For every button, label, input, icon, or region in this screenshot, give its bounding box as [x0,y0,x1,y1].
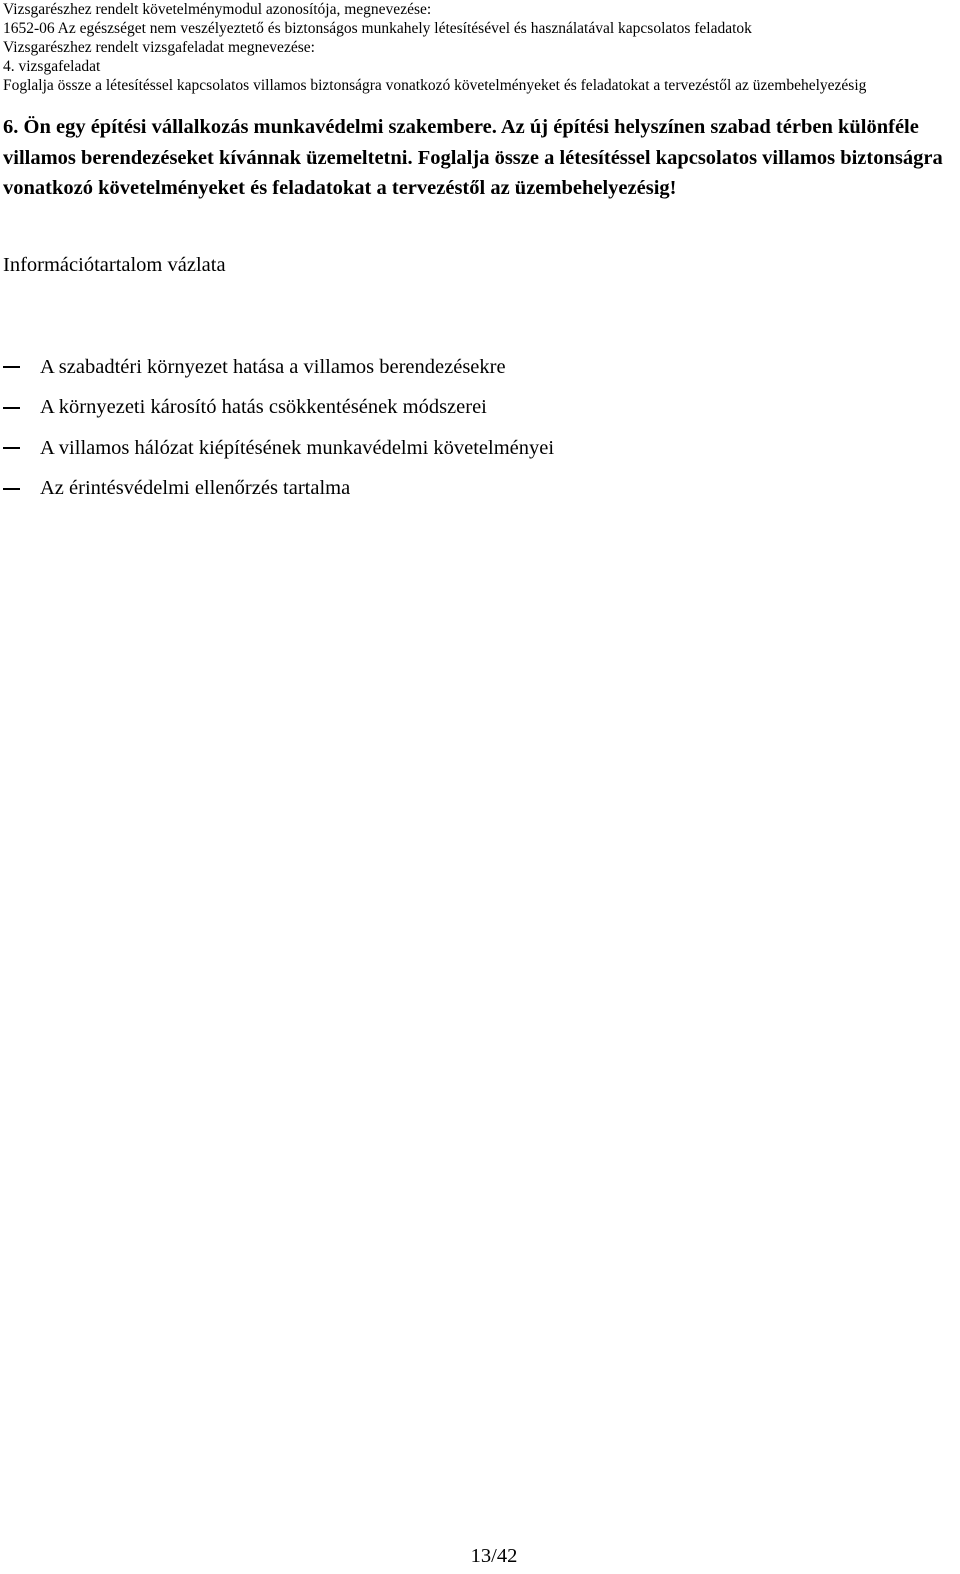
dash-bullet-icon [3,407,20,409]
page-number: 13/42 [470,1545,518,1567]
list-item-text: A szabadtéri környezet hatása a villamos berendezésekre [40,355,506,378]
list-item [3,428,943,469]
info-outline-list [3,347,943,509]
info-outline-title: Információtartalom vázlata [3,254,226,276]
list-item-text: A villamos hálózat kiépítésének munkavédelmi követelményei [40,436,555,459]
header-task-number: 4. vizsgafeladat [3,58,101,75]
header-module-label: Vizsgarészhez rendelt követelménymodul azonosítója, megnevezése: [3,1,432,18]
dash-bullet-icon [3,366,20,368]
list-item-text: A környezeti károsító hatás csökkentésének módszerei [40,396,487,419]
header-task-name: Foglalja össze a létesítéssel kapcsolatos villamos biztonságra vonatkozó követelményeket és feladatokat a tervezéstől az üzembehelyezésig [3,77,867,94]
list-item [3,347,943,388]
task-statement: 6. Ön egy építési vállalkozás munkavédelmi szakembere. Az új építési helyszínen szabad térben különféle villamos berendezéseket kívánnak üzemeltetni. Foglalja össze a létesítéssel kapcsolatos villamos biztonságra vonatkozó követelményeket és feladatokat a tervezéstől az üzembehelyezésig! [3,116,943,199]
header-module-name: 1652-06 Az egészséget nem veszélyeztető és biztonságos munkahely létesítésével és használatával kapcsolatos feladatok [3,20,752,37]
list-item [3,388,943,429]
list-item [3,469,943,510]
dash-bullet-icon [3,447,20,449]
list-item-text: Az érintésvédelmi ellenőrzés tartalma [40,477,351,500]
header-task-label: Vizsgarészhez rendelt vizsgafeladat megnevezése: [3,39,315,56]
dash-bullet-icon [3,488,20,490]
document-header [3,0,953,95]
